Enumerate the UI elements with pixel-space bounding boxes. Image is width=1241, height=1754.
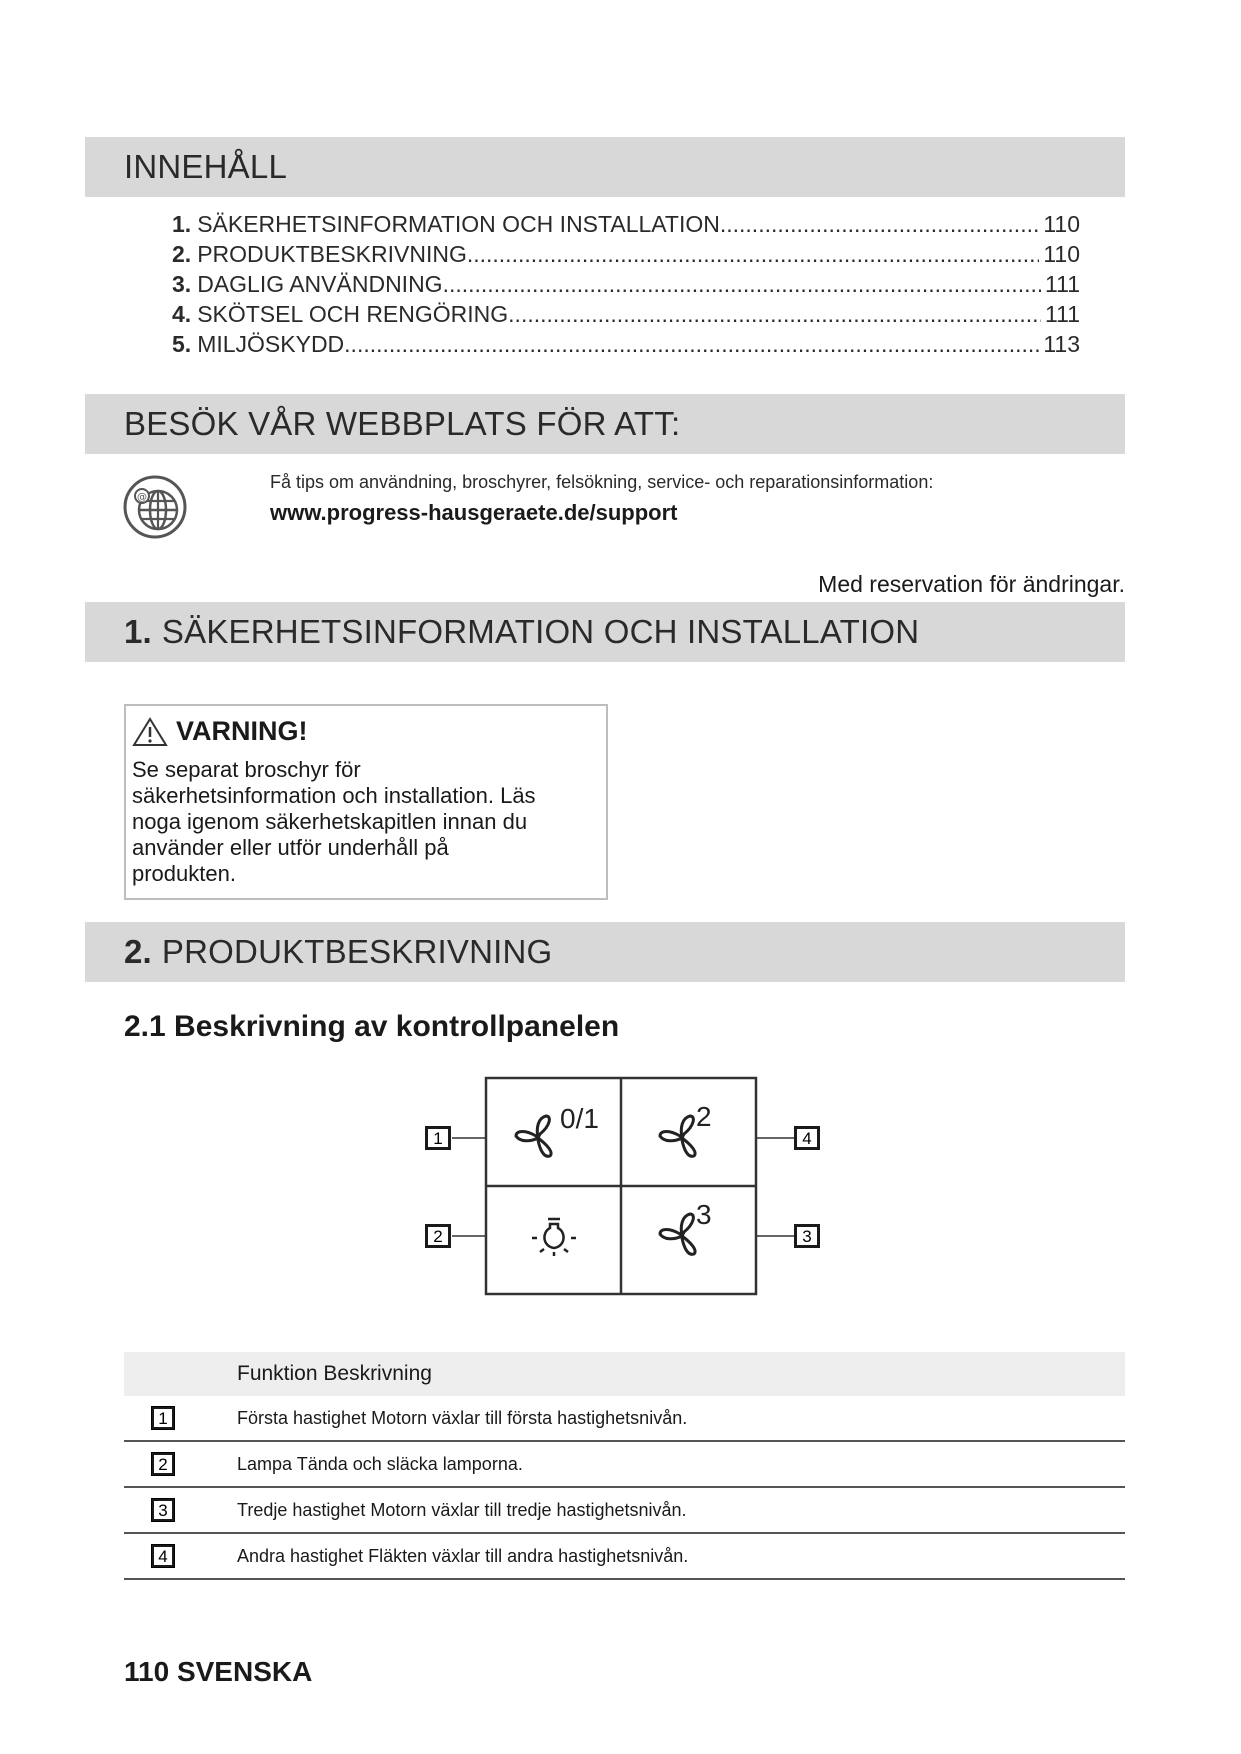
row-description: Tredje hastighet Motorn växlar till tredje hastighetsnivån. [237,1499,687,1520]
row-number-badge: 2 [151,1452,175,1476]
toc-item-page: 113 [1043,331,1080,357]
svg-text:2: 2 [696,1101,712,1132]
callout-4 [794,1126,820,1150]
section2-title: PRODUKTBESKRIVNING [161,933,553,970]
warning-box [124,704,608,900]
toc-item-page: 111 [1045,271,1080,297]
globe-icon [122,474,188,540]
toc-item[interactable] [172,301,1080,331]
table-row [124,1488,1125,1534]
toc-item-page: 111 [1045,301,1080,327]
table-header-label: Funktion Beskrivning [237,1362,432,1385]
table-row [124,1442,1125,1488]
svg-text:2: 2 [433,1227,443,1246]
warning-title: VARNING! [176,716,308,746]
row-number-badge: 3 [151,1498,175,1522]
toc-dots [508,301,1041,328]
website-url-link[interactable]: www.progress-hausgeraete.de/support [270,500,678,525]
row-description: Andra hastighet Fläkten växlar till andra hastighetsnivån. [237,1545,689,1566]
toc-item-page: 110 [1043,211,1080,237]
toc-item-label: MILJÖSKYDD [197,331,345,357]
section1-number: 1. [124,613,152,650]
warning-line: Se separat broschyr för [132,757,361,782]
section2-number: 2. [124,933,152,970]
fan-icon [660,1116,695,1156]
lamp-button[interactable] [532,1219,576,1256]
toc-dots [443,271,1041,298]
control-panel-diagram [420,1076,840,1306]
toc-item-label: DAGLIG ANVÄNDNING [197,271,443,297]
section1-header [85,602,1125,662]
page-footer: 110 SVENSKA [124,1656,313,1687]
fan-icon [660,1214,695,1254]
row-number-badge: 4 [151,1544,175,1568]
warning-line: noga igenom säkerhetskapitlen innan du [132,809,528,834]
toc-title: INNEHÅLL [124,148,287,185]
svg-text:4: 4 [802,1129,812,1148]
toc-item-number: 5. [172,331,192,357]
row-description: Lampa Tända och släcka lamporna. [237,1453,523,1474]
svg-text:1: 1 [433,1129,443,1148]
toc-item[interactable] [172,331,1080,361]
warning-line: säkerhetsinformation och installation. Läs [132,783,536,808]
toc-item-label: SÄKERHETSINFORMATION OCH INSTALLATION [197,211,720,237]
website-header [85,394,1125,454]
toc-item[interactable] [172,271,1080,301]
fan-speed-1-button[interactable] [516,1103,599,1156]
table-row [124,1396,1125,1442]
warning-triangle-icon [132,717,168,747]
toc-dots [467,241,1039,268]
website-description: Få tips om användning, broschyrer, felsökning, service- och reparationsinformation: [270,472,934,492]
toc-item-label: PRODUKTBESKRIVNING [197,241,467,267]
table-row [124,1534,1125,1580]
website-title: BESÖK VÅR WEBBPLATS FÖR ATT: [124,405,681,442]
toc-item-page: 110 [1043,241,1080,267]
warning-text [132,757,600,887]
toc-dots [344,331,1039,358]
callout-3 [794,1224,820,1248]
callout-2 [425,1224,451,1248]
fan-speed-3-button[interactable] [660,1199,712,1254]
toc-item[interactable] [172,241,1080,271]
toc-item-number: 1. [172,211,192,237]
warning-title-row [132,716,600,747]
svg-text:0/1: 0/1 [560,1103,599,1134]
control-panel-subheading: 2.1 Beskrivning av kontrollpanelen [124,1010,620,1043]
toc-item-label: SKÖTSEL OCH RENGÖRING [197,301,509,327]
lamp-icon [532,1219,576,1256]
svg-text:3: 3 [696,1199,712,1230]
row-number-badge: 1 [151,1406,175,1430]
warning-line: använder eller utför underhåll på [132,835,449,860]
section2-header [85,922,1125,982]
callout-1 [425,1126,451,1150]
fan-icon [516,1116,551,1156]
toc-item-number: 2. [172,241,192,267]
reservation-note: Med reservation för ändringar. [818,571,1125,597]
svg-text:3: 3 [802,1227,812,1246]
toc-item-number: 3. [172,271,192,297]
toc-item[interactable] [172,211,1080,241]
toc-dots [720,211,1039,238]
table-header [124,1352,1125,1396]
table-of-contents [172,211,1080,361]
toc-header [85,137,1125,197]
function-table [124,1352,1125,1580]
toc-item-number: 4. [172,301,192,327]
row-description: Första hastighet Motorn växlar till första hastighetsnivån. [237,1407,688,1428]
svg-text:@: @ [137,492,147,503]
warning-line: produkten. [132,861,236,886]
fan-speed-2-button[interactable] [660,1101,712,1156]
section1-title: SÄKERHETSINFORMATION OCH INSTALLATION [161,613,920,650]
